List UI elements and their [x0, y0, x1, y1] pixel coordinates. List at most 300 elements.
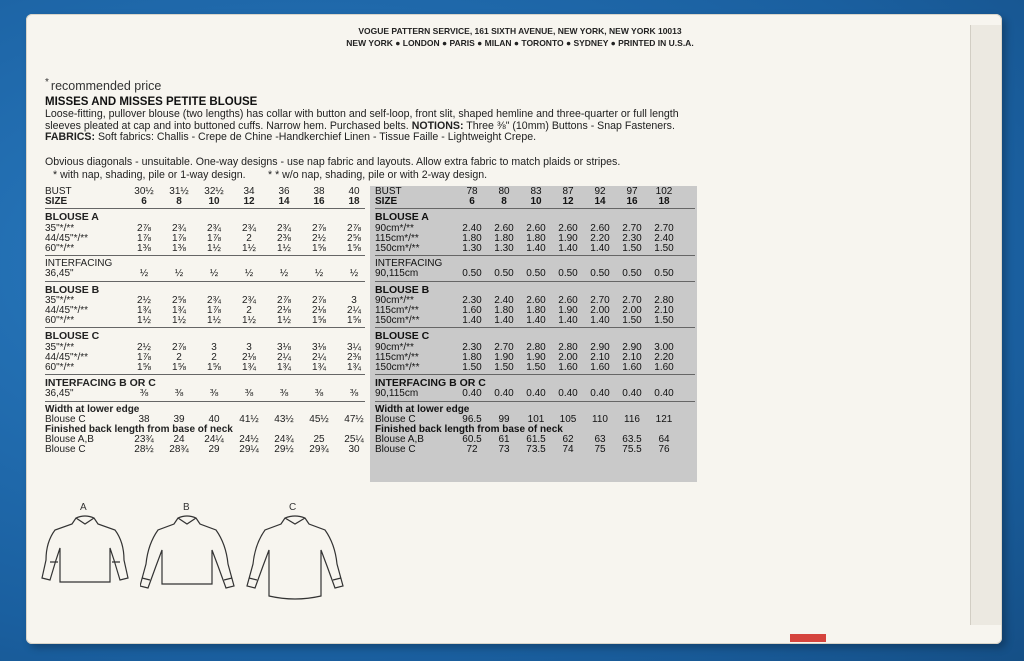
size-value: 16: [313, 196, 325, 208]
back-length-c-value: 29¼: [239, 444, 259, 456]
yardage-value: 2.10: [654, 305, 674, 316]
size-value: 6: [469, 196, 475, 208]
size-value: 10: [530, 196, 542, 208]
yardage-value: 3⅛: [312, 341, 326, 353]
yardage-value: 1⅝: [312, 243, 326, 254]
price-asterisk: *: [45, 77, 49, 88]
yardage-value: 1¾: [137, 305, 151, 316]
yardage-row: [45, 362, 365, 373]
yardage-value: 1.30: [462, 243, 482, 254]
yardage-value: 2.40: [654, 232, 674, 244]
recommended-price: [45, 77, 161, 93]
bust-value: 92: [594, 186, 606, 197]
section-rule: [45, 401, 365, 402]
section-rule: [375, 281, 695, 282]
interfacing-value: ½: [279, 268, 289, 280]
section-rule: [375, 327, 695, 328]
yardage-value: 1.80: [462, 351, 482, 363]
size-value: 10: [208, 196, 220, 208]
yardage-value: 2¾: [207, 294, 221, 306]
back-length-ab-value: 24¾: [274, 434, 294, 446]
publisher-cities: NEW YORK ● LONDON ● PARIS ● MILAN ● TORONTO ● SYDNEY ● PRINTED IN U.S.A.: [346, 38, 694, 48]
bust-value: 30½: [134, 186, 154, 197]
yardage-value: 1¾: [347, 362, 361, 373]
yardage-label: 90cm*/**: [375, 222, 414, 234]
yardage-value: 1.50: [462, 362, 482, 373]
description-part3: Soft fabrics: Challis - Crepe de Chine -Handkerchief Linen - Tissue Faille - Lightweight Crepe.: [95, 131, 537, 144]
yardage-value: 2½: [137, 341, 151, 353]
interfacing-bc-heading: INTERFACING B OR C: [375, 377, 486, 390]
width-value: 116: [624, 413, 640, 425]
yardage-value: 2.60: [558, 222, 578, 234]
nap-note-without: * * w/o nap, shading, pile or with 2-way design.: [268, 169, 488, 181]
back-length-c-value: 76: [658, 444, 670, 456]
yardage-label: 90cm*/**: [375, 341, 414, 353]
interfacing-value: 0.50: [558, 268, 578, 280]
back-length-c-row: [45, 444, 365, 455]
interfacing-bc-value: 0.40: [558, 388, 578, 400]
yardage-value: 1.30: [494, 243, 514, 254]
yardage-value: 2.30: [622, 232, 642, 244]
header-rule: [45, 208, 365, 209]
interfacing-value: ½: [139, 268, 149, 280]
interfacing-row: [45, 268, 365, 279]
yardage-value: 1½: [207, 315, 221, 327]
interfacing-bc-value: 0.40: [590, 388, 610, 400]
yardage-value: 2⅛: [312, 305, 326, 316]
yardage-value: 3.00: [654, 341, 674, 353]
width-value: 47½: [344, 413, 364, 425]
interfacing-bc-value: ⅜: [174, 388, 184, 400]
interfacing-value: 0.50: [654, 268, 674, 280]
yardage-value: 2⅜: [347, 351, 361, 363]
yardage-label: 44/45"*/**: [45, 305, 89, 316]
interfacing-bc-value: 0.40: [494, 388, 514, 400]
back-length-ab-value: 63.5: [622, 434, 642, 446]
yardage-value: 2⅞: [137, 222, 151, 234]
yardage-value: 1½: [242, 243, 256, 254]
yardage-value: 1.40: [462, 315, 482, 327]
interfacing-bc-value: ⅜: [349, 388, 359, 400]
yardage-value: 2⅞: [312, 294, 326, 306]
yardage-value: 2⅛: [277, 305, 291, 316]
yardage-label: 90cm*/**: [375, 294, 414, 306]
yardage-label: 150cm*/**: [375, 362, 420, 373]
size-value: 12: [243, 196, 255, 208]
yardage-value: 1.60: [558, 362, 578, 373]
yardage-value: 1½: [277, 315, 291, 327]
notions-label: NOTIONS:: [411, 119, 464, 132]
interfacing-bc-value: ⅜: [244, 388, 254, 400]
section-rule: [375, 255, 695, 256]
bust-value: 97: [626, 186, 638, 197]
yardage-value: 2.60: [494, 222, 514, 234]
yardage-value: 1½: [207, 243, 221, 254]
yardage-value: 1½: [277, 243, 291, 254]
yardage-value: 2½: [137, 294, 151, 306]
yardage-value: 1.80: [526, 232, 546, 244]
back-length-c-value: 28½: [134, 444, 154, 456]
interfacing-bc-value: ⅜: [314, 388, 324, 400]
blouse-a-heading: BLOUSE A: [45, 211, 99, 224]
interfacing-bc-value: ⅜: [279, 388, 289, 400]
section-rule: [375, 401, 695, 402]
back-length-ab-value: 25: [313, 434, 325, 446]
yardage-value: 2.00: [622, 305, 642, 316]
back-length-c-value: 29¾: [309, 444, 329, 456]
interfacing-bc-label: 90,115cm: [375, 388, 419, 400]
size-label: SIZE: [375, 196, 398, 208]
yardage-value: 2.90: [590, 341, 610, 353]
yardage-label: 115cm*/**: [375, 232, 419, 244]
back-length-ab-value: 60.5: [462, 434, 482, 446]
yardage-value: 1¾: [242, 362, 256, 373]
width-value: 110: [592, 413, 608, 425]
back-length-c-value: 28¾: [169, 444, 189, 456]
yardage-value: 2.40: [494, 294, 514, 306]
yardage-value: 2: [211, 351, 217, 363]
figure-label-b: B: [183, 502, 190, 513]
width-value: 39: [173, 413, 185, 425]
yardage-value: 1.40: [558, 315, 578, 327]
yardage-label: 115cm*/**: [375, 351, 419, 363]
bust-value: 34: [243, 186, 255, 197]
back-length-c-value: 73: [498, 444, 510, 456]
size-row: [375, 196, 695, 207]
yardage-value: 1⅝: [137, 362, 151, 373]
yardage-value: 2.60: [558, 294, 578, 306]
interfacing-bc-value: 0.40: [462, 388, 482, 400]
yardage-value: 2⅝: [347, 232, 361, 244]
section-rule: [45, 255, 365, 256]
yardage-value: 1.40: [558, 243, 578, 254]
section-rule: [375, 374, 695, 375]
blouse-b-back-sketch: [140, 512, 235, 592]
back-length-ab-value: 24½: [239, 434, 259, 446]
yardage-value: 1.60: [654, 362, 674, 373]
blouse-c-heading: BLOUSE C: [375, 330, 430, 343]
yardage-label: 60"*/**: [45, 243, 75, 254]
width-heading: Width at lower edge: [45, 403, 140, 415]
width-heading: Width at lower edge: [375, 403, 470, 415]
width-value: 41½: [239, 413, 259, 425]
interfacing-heading: INTERFACING: [45, 258, 113, 270]
yardage-value: 1.80: [462, 232, 482, 244]
yardage-value: 1⅞: [207, 232, 221, 244]
yardage-value: 1⅜: [137, 243, 151, 254]
back-length-ab-value: 25¼: [344, 434, 364, 446]
back-length-ab-value: 62: [562, 434, 574, 446]
width-label: Blouse C: [375, 413, 416, 425]
yardage-value: 2¾: [242, 294, 256, 306]
bust-value: 38: [313, 186, 325, 197]
bust-value: 32½: [204, 186, 224, 197]
size-value: 6: [141, 196, 147, 208]
back-length-ab-value: 64: [658, 434, 670, 446]
yardage-row: [45, 243, 365, 254]
yardage-value: 1⅜: [172, 243, 186, 254]
yardage-value: 2.70: [590, 294, 610, 306]
size-value: 18: [658, 196, 670, 208]
yardage-value: 1.90: [494, 351, 514, 363]
interfacing-value: ½: [349, 268, 359, 280]
back-length-ab-label: Blouse A,B: [375, 434, 424, 446]
yardage-value: 1.50: [622, 315, 642, 327]
interfacing-bc-heading: INTERFACING B OR C: [45, 377, 156, 390]
yardage-value: 2.00: [590, 305, 610, 316]
interfacing-bc-label: 36,45": [45, 388, 74, 400]
yardage-value: 3⅛: [277, 341, 291, 353]
yardage-label: 44/45"*/**: [45, 351, 89, 363]
yardage-value: 2.00: [558, 351, 578, 363]
yardage-label: 35"*/**: [45, 294, 75, 306]
yardage-value: 1.80: [526, 305, 546, 316]
yardage-value: 2.30: [462, 341, 482, 353]
size-value: 18: [348, 196, 360, 208]
yardage-value: 2⅞: [172, 341, 186, 353]
yardage-value: 1.60: [622, 362, 642, 373]
interfacing-heading: INTERFACING: [375, 258, 443, 270]
blouse-a-back-sketch: [40, 512, 130, 587]
yardage-value: 2.70: [622, 294, 642, 306]
width-value: 101: [527, 413, 545, 425]
yardage-value: 2.60: [526, 294, 546, 306]
yardage-value: 2.30: [462, 294, 482, 306]
back-length-c-value: 29½: [274, 444, 294, 456]
size-value: 8: [501, 196, 507, 208]
bust-label: BUST: [45, 186, 72, 197]
yardage-value: 2.60: [526, 222, 546, 234]
yardage-label: 35"*/**: [45, 341, 75, 353]
interfacing-bc-value: ⅜: [209, 388, 219, 400]
yardage-label: 44/45"*/**: [45, 232, 89, 244]
yardage-value: 1⅝: [207, 362, 221, 373]
bust-value: 36: [278, 186, 290, 197]
pattern-title: MISSES AND MISSES PETITE BLOUSE: [45, 96, 258, 108]
yardage-value: 1⅝: [172, 362, 186, 373]
envelope-flap-edge: [970, 25, 1001, 625]
yardage-value: 1¾: [277, 362, 291, 373]
yardage-value: 2.80: [526, 341, 546, 353]
interfacing-value: ½: [174, 268, 184, 280]
width-value: 99: [498, 413, 510, 425]
yardage-label: 150cm*/**: [375, 315, 420, 327]
yardage-value: 2.70: [654, 222, 674, 234]
yardage-value: 1.40: [526, 243, 546, 254]
back-length-c-label: Blouse C: [375, 444, 416, 456]
width-label: Blouse C: [45, 413, 86, 425]
yardage-value: 1⅞: [137, 232, 151, 244]
section-rule: [45, 327, 365, 328]
back-length-c-value: 72: [466, 444, 478, 456]
yardage-value: 2.80: [558, 341, 578, 353]
yardage-value: 3¼: [347, 341, 361, 353]
yardage-value: 1.90: [558, 232, 578, 244]
yardage-value: 2: [246, 232, 252, 244]
size-value: 16: [626, 196, 638, 208]
section-rule: [45, 281, 365, 282]
yardage-value: 1½: [172, 315, 186, 327]
yardage-value: 2.70: [622, 222, 642, 234]
yardage-value: 2.70: [494, 341, 514, 353]
yardage-value: 1¾: [172, 305, 186, 316]
interfacing-bc-value: ⅜: [139, 388, 149, 400]
yardage-label: 150cm*/**: [375, 243, 420, 254]
pattern-description: [45, 109, 695, 144]
red-corner-mark: [790, 634, 826, 642]
yardage-value: 2¾: [242, 222, 256, 234]
yardage-value: 2: [246, 305, 252, 316]
width-value: 96.5: [462, 413, 482, 425]
yardage-value: 2.40: [462, 222, 482, 234]
yardage-value: 2⅜: [277, 232, 291, 244]
back-length-c-label: Blouse C: [45, 444, 86, 456]
figure-label-a: A: [80, 502, 87, 513]
yardage-value: 1½: [137, 315, 151, 327]
interfacing-row: [375, 268, 695, 279]
yardage-label: 115cm*/**: [375, 305, 419, 316]
yardage-value: 3: [211, 341, 217, 353]
interfacing-value: ½: [244, 268, 254, 280]
yardage-value: 1.60: [590, 362, 610, 373]
back-length-ab-label: Blouse A,B: [45, 434, 94, 446]
yardage-row: [45, 315, 365, 326]
yardage-value: 1.50: [622, 243, 642, 254]
bust-value: 80: [498, 186, 510, 197]
size-row: [45, 196, 365, 207]
interfacing-bc-value: 0.40: [526, 388, 546, 400]
size-value: 14: [594, 196, 606, 208]
blouse-b-heading: BLOUSE B: [375, 283, 430, 296]
yardage-value: 2.20: [590, 232, 610, 244]
yardage-value: 1.50: [654, 315, 674, 327]
yardage-value: 1⅞: [137, 351, 151, 363]
size-value: 14: [278, 196, 290, 208]
interfacing-label: 36,45": [45, 268, 74, 280]
yardage-label: 60"*/**: [45, 315, 75, 327]
yardage-value: 1.40: [494, 315, 514, 327]
yardage-value: 2¾: [207, 222, 221, 234]
back-length-c-value: 73.5: [526, 444, 546, 456]
price-text: recommended price: [50, 79, 162, 94]
figure-label-c: C: [289, 502, 297, 513]
blouse-b-heading: BLOUSE B: [45, 283, 100, 296]
yardage-value: 2⅞: [312, 222, 326, 234]
back-length-c-value: 75: [594, 444, 606, 456]
interfacing-value: 0.50: [526, 268, 546, 280]
back-length-ab-value: 24: [173, 434, 185, 446]
yardage-value: 2.20: [654, 351, 674, 363]
interfacing-bc-row: [375, 388, 695, 399]
back-length-c-value: 74: [562, 444, 574, 456]
yardage-value: 1.80: [494, 232, 514, 244]
bust-value: 102: [655, 186, 673, 197]
yardage-row: [375, 243, 695, 254]
yardage-value: 2¼: [312, 351, 326, 363]
header-rule: [375, 208, 695, 209]
back-length-ab-value: 24¼: [204, 434, 224, 446]
yardage-row: [375, 362, 695, 373]
yardage-value: 1⅞: [207, 305, 221, 316]
yardage-value: 2⅞: [277, 294, 291, 306]
yardage-value: 3: [351, 294, 357, 306]
width-value: 40: [208, 413, 220, 425]
yardage-value: 2: [176, 351, 182, 363]
bust-label: BUST: [375, 186, 402, 197]
metric-yardage-table: [375, 186, 695, 486]
yardage-value: 1½: [242, 315, 256, 327]
publisher-address: VOGUE PATTERN SERVICE, 161 SIXTH AVENUE, NEW YORK, NEW YORK 10013: [358, 26, 682, 36]
blouse-a-heading: BLOUSE A: [375, 211, 429, 224]
description-part1: Loose-fitting, pullover blouse (two lengths) has collar with button and self-loop, front slit, shaped hemline and three-quarter or full length sleeves pleated at cap and into buttoned cuffs. Narrow hem. Purchased belts.: [45, 108, 679, 132]
yardage-value: 2.10: [622, 351, 642, 363]
yardage-label: 35"*/**: [45, 222, 75, 234]
back-length-ab-value: 63: [594, 434, 606, 446]
yardage-value: 1.40: [590, 315, 610, 327]
yardage-row: [375, 315, 695, 326]
blouse-c-heading: BLOUSE C: [45, 330, 100, 343]
back-length-c-row: [375, 444, 695, 455]
width-value: 43½: [274, 413, 294, 425]
interfacing-bc-value: 0.40: [622, 388, 642, 400]
description-part2: Three ⅜" (10mm) Buttons - Snap Fasteners.: [463, 119, 675, 132]
interfacing-value: ½: [314, 268, 324, 280]
back-length-c-value: 30: [348, 444, 360, 456]
size-value: 12: [562, 196, 574, 208]
interfacing-value: 0.50: [590, 268, 610, 280]
yardage-value: 1.40: [590, 243, 610, 254]
yardage-value: 2½: [312, 232, 326, 244]
yardage-value: 1⅝: [312, 315, 326, 327]
yardage-value: 1.50: [526, 362, 546, 373]
publisher-header: [250, 25, 790, 49]
yardage-value: 2⅝: [172, 294, 186, 306]
fabrics-label: FABRICS:: [45, 131, 96, 144]
interfacing-value: 0.50: [622, 268, 642, 280]
width-value: 121: [655, 413, 673, 425]
yardage-value: 1⅝: [347, 315, 361, 327]
yardage-value: 1.60: [462, 305, 482, 316]
width-value: 45½: [309, 413, 329, 425]
yardage-value: 2⅞: [347, 222, 361, 234]
interfacing-bc-row: [45, 388, 365, 399]
interfacing-bc-value: 0.40: [654, 388, 674, 400]
yardage-value: 1.50: [654, 243, 674, 254]
nap-note-with: * with nap, shading, pile or 1-way design.: [53, 169, 246, 181]
section-rule: [45, 374, 365, 375]
yardage-value: 1.40: [526, 315, 546, 327]
yardage-value: 1¾: [312, 362, 326, 373]
yardage-value: 2¼: [277, 351, 291, 363]
interfacing-value: 0.50: [494, 268, 514, 280]
yardage-value: 1.50: [494, 362, 514, 373]
bust-value: 87: [562, 186, 574, 197]
back-length-c-value: 75.5: [622, 444, 642, 456]
yardage-value: 1.80: [494, 305, 514, 316]
bust-value: 40: [348, 186, 360, 197]
yardage-value: 2¼: [347, 305, 361, 316]
yardage-value: 2.60: [590, 222, 610, 234]
width-value: 38: [138, 413, 150, 425]
back-length-c-value: 29: [208, 444, 220, 456]
yardage-value: 1⅝: [347, 243, 361, 254]
back-length-heading: Finished back length from base of neck: [375, 424, 563, 435]
back-length-ab-value: 61: [498, 434, 510, 446]
interfacing-label: 90,115cm: [375, 268, 419, 280]
back-length-heading: Finished back length from base of neck: [45, 424, 233, 435]
yardage-value: 1⅞: [172, 232, 186, 244]
blouse-c-back-sketch: [245, 512, 345, 602]
